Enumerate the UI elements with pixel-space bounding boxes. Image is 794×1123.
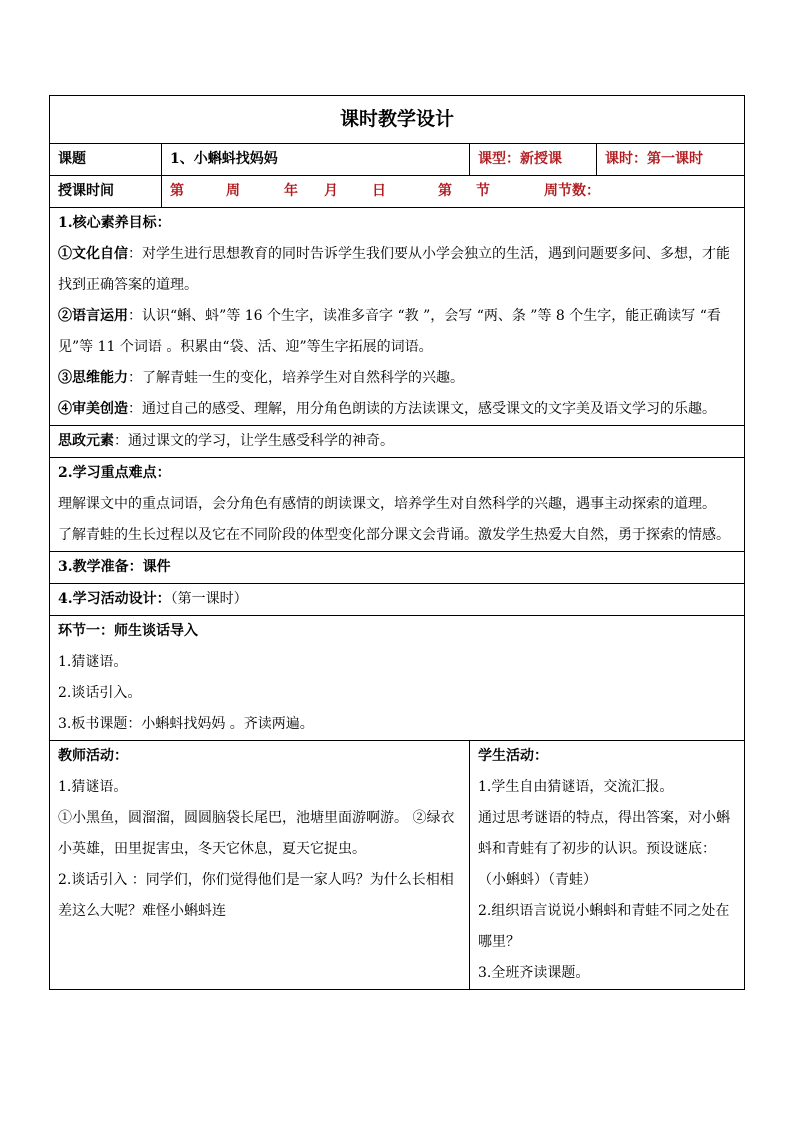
teacher-line: ①小黑鱼，圆溜溜，圆圆脑袋长尾巴，池塘里面游啊游。 ②绿衣小英雄，田里捉害虫，冬天它休息，夏天它捉虫。: [58, 810, 455, 857]
student-heading: 学生活动：: [478, 748, 548, 764]
date-weekly-count: 周节数：: [544, 183, 600, 199]
teacher-activity-cell: [50, 741, 470, 990]
step1-line: 2.谈话引入。: [58, 685, 142, 701]
prep-cell: [50, 552, 745, 584]
date-week-prefix: 第: [170, 183, 184, 199]
keypoints-heading: 2.学习重点难点：: [58, 465, 171, 481]
date-year: 年: [284, 183, 298, 199]
student-line: 3.全班齐读课题。: [478, 965, 590, 981]
ideology-label: 思政元素: [58, 433, 114, 449]
teacher-line: 2.谈话引入 ：同学们，你们觉得他们是一家人吗？为什么长相相差这么大呢？难怪小蝌蚪连: [58, 872, 454, 919]
core-goals-cell: [50, 208, 745, 426]
student-activity-cell: [470, 741, 745, 990]
activity-label: 4.学习活动设计：: [58, 591, 171, 607]
time-label: 授课时间: [50, 176, 162, 208]
goal-item: ④审美创造：通过自己的感受、理解，用分角色朗读的方法读课文，感受课文的文字美及语文学习的乐趣。: [58, 401, 716, 417]
step1-line: 3.板书课题：小蝌蚪找妈妈 。齐读两遍。: [58, 716, 314, 732]
step1-line: 1.猜谜语。: [58, 654, 128, 670]
step1-cell: [50, 616, 745, 741]
date-week: 周: [226, 183, 240, 199]
lesson-type: 课型：新授课: [470, 144, 597, 176]
keypoints-paragraph: 了解青蛙的生长过程以及它在不同阶段的体型变化部分课文会背诵。激发学生热爱大自然，勇于探索的情感。: [58, 527, 730, 543]
lesson-plan-table: [49, 95, 745, 990]
goal-item: ①文化自信：对学生进行思想教育的同时告诉学生我们要从小学会独立的生活，遇到问题要多问、多想，才能找到正确答案的道理。: [58, 246, 730, 293]
date-section-prefix: 第: [438, 183, 452, 199]
lesson-plan-document: [49, 95, 744, 990]
prep-label: 3.教学准备：: [58, 559, 143, 575]
activity-text: （第一课时）: [170, 591, 248, 607]
teacher-heading: 教师活动：: [58, 748, 128, 764]
keypoints-paragraph: 理解课文中的重点词语，会分角色有感情的朗读课文，培养学生对自然科学的兴趣，遇事主动探索的道理。: [58, 496, 716, 512]
lesson-period: 课时：第一课时: [597, 144, 745, 176]
keypoints-cell: [50, 458, 745, 552]
prep-text: 课件: [142, 559, 171, 575]
topic-label: 课题: [50, 144, 162, 176]
date-month: 月: [324, 183, 338, 199]
core-goals-heading: 1.核心素养目标：: [58, 215, 171, 231]
date-day: 日: [372, 183, 386, 199]
topic-value: 1、小蝌蚪找妈妈: [162, 144, 470, 176]
goal-item: ③思维能力：了解青蛙一生的变化，培养学生对自然科学的兴趣。: [58, 370, 464, 386]
page-title: 课时教学设计: [50, 96, 745, 144]
student-line: 通过思考谜语的特点，得出答案，对小蝌蚪和青蛙有了初步的认识。预设谜底：（小蝌蚪）（青蛙）: [478, 810, 730, 888]
ideology-cell: [50, 426, 745, 458]
student-line: 1.学生自由猜谜语，交流汇报。: [478, 779, 674, 795]
goal-item: ②语言运用：认识“蝌、蚪”等 16 个生字，读准多音字 “教 ”，会写 “两、条 ”等 8 个生字，能正确读写 “看 见”等 11 个词语 。积累由“袋、活、迎”等生字拓展的词语。: [58, 308, 721, 355]
activity-cell: [50, 584, 745, 616]
step1-heading: 环节一：师生谈话导入: [58, 623, 198, 639]
time-value: [162, 176, 745, 208]
teacher-line: 1.猜谜语。: [58, 779, 128, 795]
ideology-text: ：通过课文的学习，让学生感受科学的神奇。: [114, 433, 394, 449]
date-section: 节: [476, 183, 490, 199]
student-line: 2.组织语言说说小蝌蚪和青蛙不同之处在哪里？: [478, 903, 730, 950]
